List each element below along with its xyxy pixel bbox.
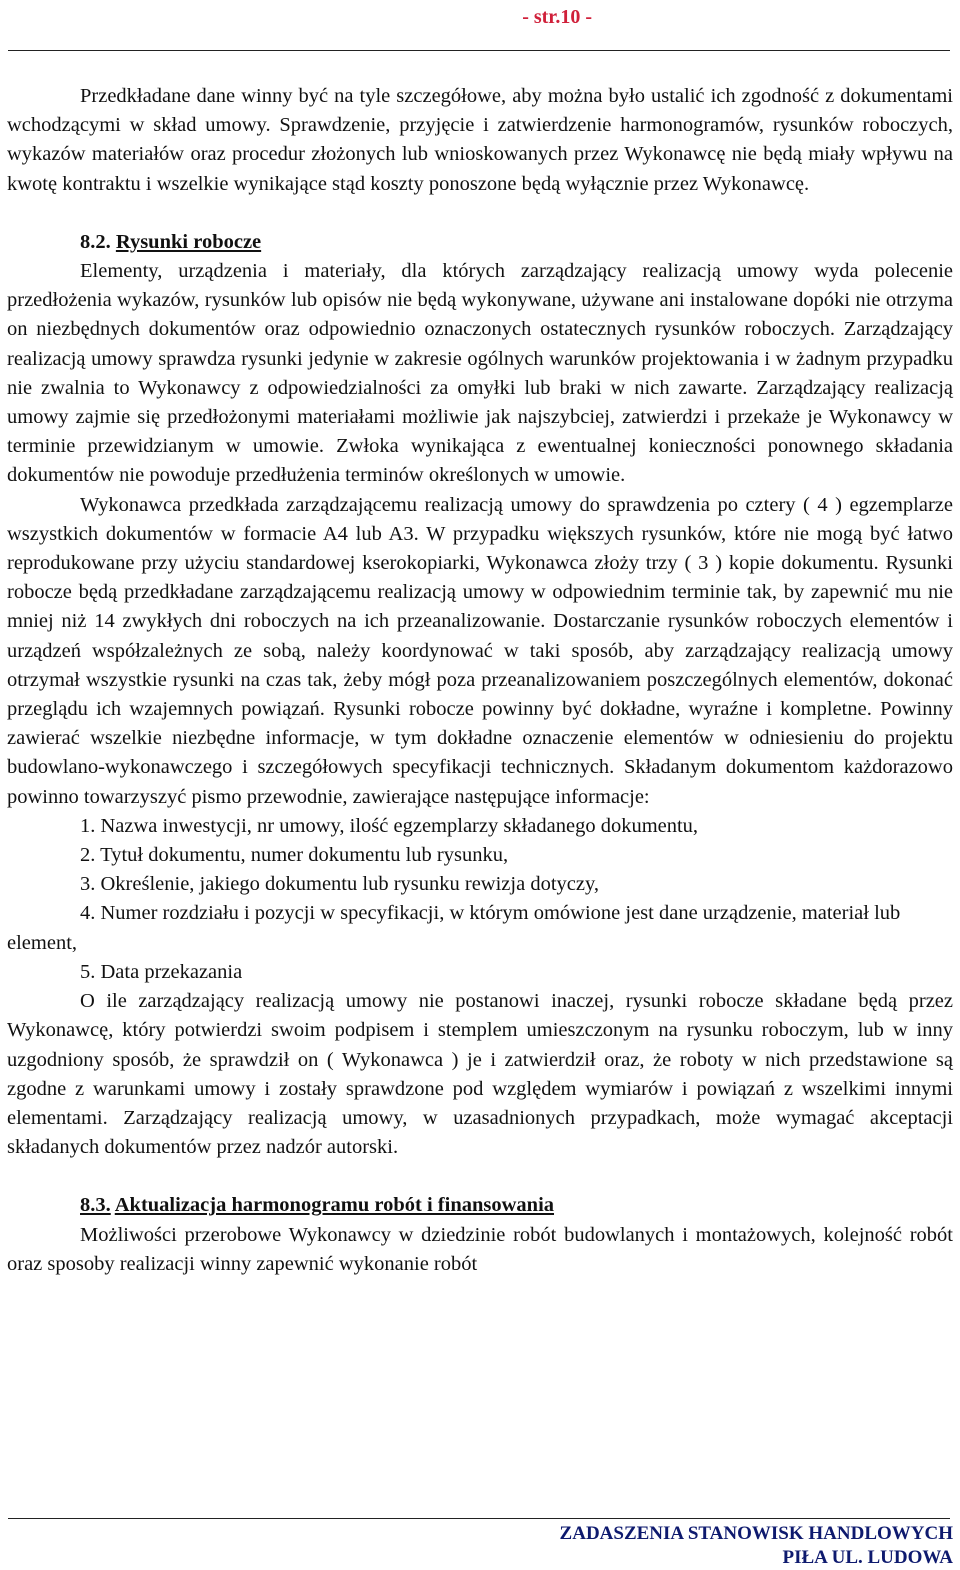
header-divider bbox=[8, 50, 950, 51]
list-item: 4. Numer rozdziału i pozycji w specyfikacji, w którym omówione jest dane urządzenie, materiał lub element, bbox=[7, 902, 901, 954]
footer bbox=[560, 1522, 953, 1570]
section-number: 8.2. bbox=[80, 230, 111, 253]
section-8-2-paragraph-2: Wykonawca przedkłada zarządzającemu realizacją umowy do sprawdzenia po cztery ( 4 ) egzemplarze wszystkich dokumentów w formacie A4 lub A3. W przypadku większych rysunków, które nie mogą być łatwo reprodukowane przy użyciu standardowej kserokopiarki, Wykonawca złoży trzy ( 3 ) kopie dokumentu. Rysunki robocze będą przedkładane zarządzającemu realizacją umowy w odpowiednim terminie tak, by zapewnić mu nie mniej niż 14 zwykłych dni roboczych na ich przeanalizowanie. Dostarczanie rysunków roboczych elementów i urządzeń współzależnych ze sobą, należy koordynować w taki sposób, aby zarządzający realizacją umowy otrzymał wszystkie rysunki na czas tak, żeby mógł poza przeanalizowaniem poszczególnych elementów, dokonać przeglądu ich wzajemnych powiązań. Rysunki robocze powinny być dokładne, wyraźne i kompletne. Powinny zawierać wszelkie niezbędne informacje, w tym dokładne oznaczenie elementów w odniesieniu do projektu budowlano-wykonawczego i szczegółowych specyfikacji technicznych. Składanym dokumentom każdorazowo powinno towarzyszyć pismo przewodnie, zawierające następujące informacje: bbox=[7, 493, 953, 808]
section-8-2-paragraph-1: Elementy, urządzenia i materiały, dla których zarządzający realizacją umowy wyda polecenie przedłożenia wykazów, rysunków lub opisów nie będą wykonywane, używane ani instalowane dopóki nie otrzyma on niezbędnych dokumentów oraz odpowiednio oznaczonych ostatecznych rysunków roboczych. Zarządzający realizacją umowy sprawdza rysunki jedynie w zakresie ogólnych warunków projektowania i w żadnym przypadku nie zwalnia to Wykonawcy z odpowiedzialności za omyłki lub braki w nich zawarte. Zarządzający realizacją umowy zajmie się przedłożonymi materiałami możliwie jak najszybciej, zatwierdzi i przekaże je Wykonawcy w terminie przewidzianym w umowie. Zwłoka wynikająca z ewentualnej konieczności ponownego składania dokumentów nie powoduje przedłużenia terminów określonych w umowie. bbox=[7, 260, 953, 487]
list-item: 3. Określenie, jakiego dokumentu lub rysunku rewizja dotyczy, bbox=[80, 873, 600, 896]
page-number: - str.10 - bbox=[522, 6, 592, 28]
footer-location: PIŁA UL. LUDOWA bbox=[782, 1547, 953, 1568]
footer-project-name: ZADASZENIA STANOWISK HANDLOWYCH bbox=[559, 1523, 953, 1544]
section-title: Aktualizacja harmonogramu robót i finansowania bbox=[114, 1194, 555, 1217]
list-item: 5. Data przekazania bbox=[80, 960, 243, 983]
intro-paragraph: Przedkładane dane winny być na tyle szczegółowe, aby można było ustalić ich zgodność z dokumentami wchodzącymi w skład umowy. Sprawdzenie, przyjęcie i zatwierdzenie harmonogramów, rysunków roboczych, wykazów materiałów oraz procedur złożonych lub wnioskowanych przez Wykonawcę nie będą miały wpływu na kwotę kontraktu i wszelkie wynikające stąd koszty ponoszone będą wyłącznie przez Wykonawcę. bbox=[7, 85, 953, 195]
section-number: 8.3. bbox=[80, 1194, 111, 1217]
section-heading-8-2 bbox=[7, 228, 953, 257]
document-body bbox=[7, 82, 953, 1279]
section-8-2-paragraph-3: O ile zarządzający realizacją umowy nie postanowi inaczej, rysunki robocze składane będą przez Wykonawcę, który potwierdzi swoim podpisem i stemplem umieszczonym na rysunku roboczym, lub w inny uzgodniony sposób, że sprawdził on ( Wykonawca ) je i zatwierdził oraz, że roboty w nich przedstawione są zgodne z warunkami umowy i zostały sprawdzone pod względem wymiarów i powiązań z wszelkimi innymi elementami. Zarządzający realizacją umowy, w uzasadnionych przypadkach, może wymagać akceptacji składanych dokumentów przez nadzór autorski. bbox=[7, 990, 953, 1159]
list-item: 2. Tytuł dokumentu, numer dokumentu lub rysunku, bbox=[80, 844, 509, 867]
section-title: Rysunki robocze bbox=[115, 230, 262, 253]
section-8-3-paragraph-1: Możliwości przerobowe Wykonawcy w dziedzinie robót budowlanych i montażowych, kolejność robót oraz sposoby realizacji winny zapewnić wykonanie robót bbox=[7, 1223, 953, 1275]
section-heading-8-3 bbox=[7, 1191, 953, 1220]
footer-divider bbox=[8, 1518, 950, 1519]
list-item: 1. Nazwa inwestycji, nr umowy, ilość egzemplarzy składanego dokumentu, bbox=[80, 814, 699, 837]
